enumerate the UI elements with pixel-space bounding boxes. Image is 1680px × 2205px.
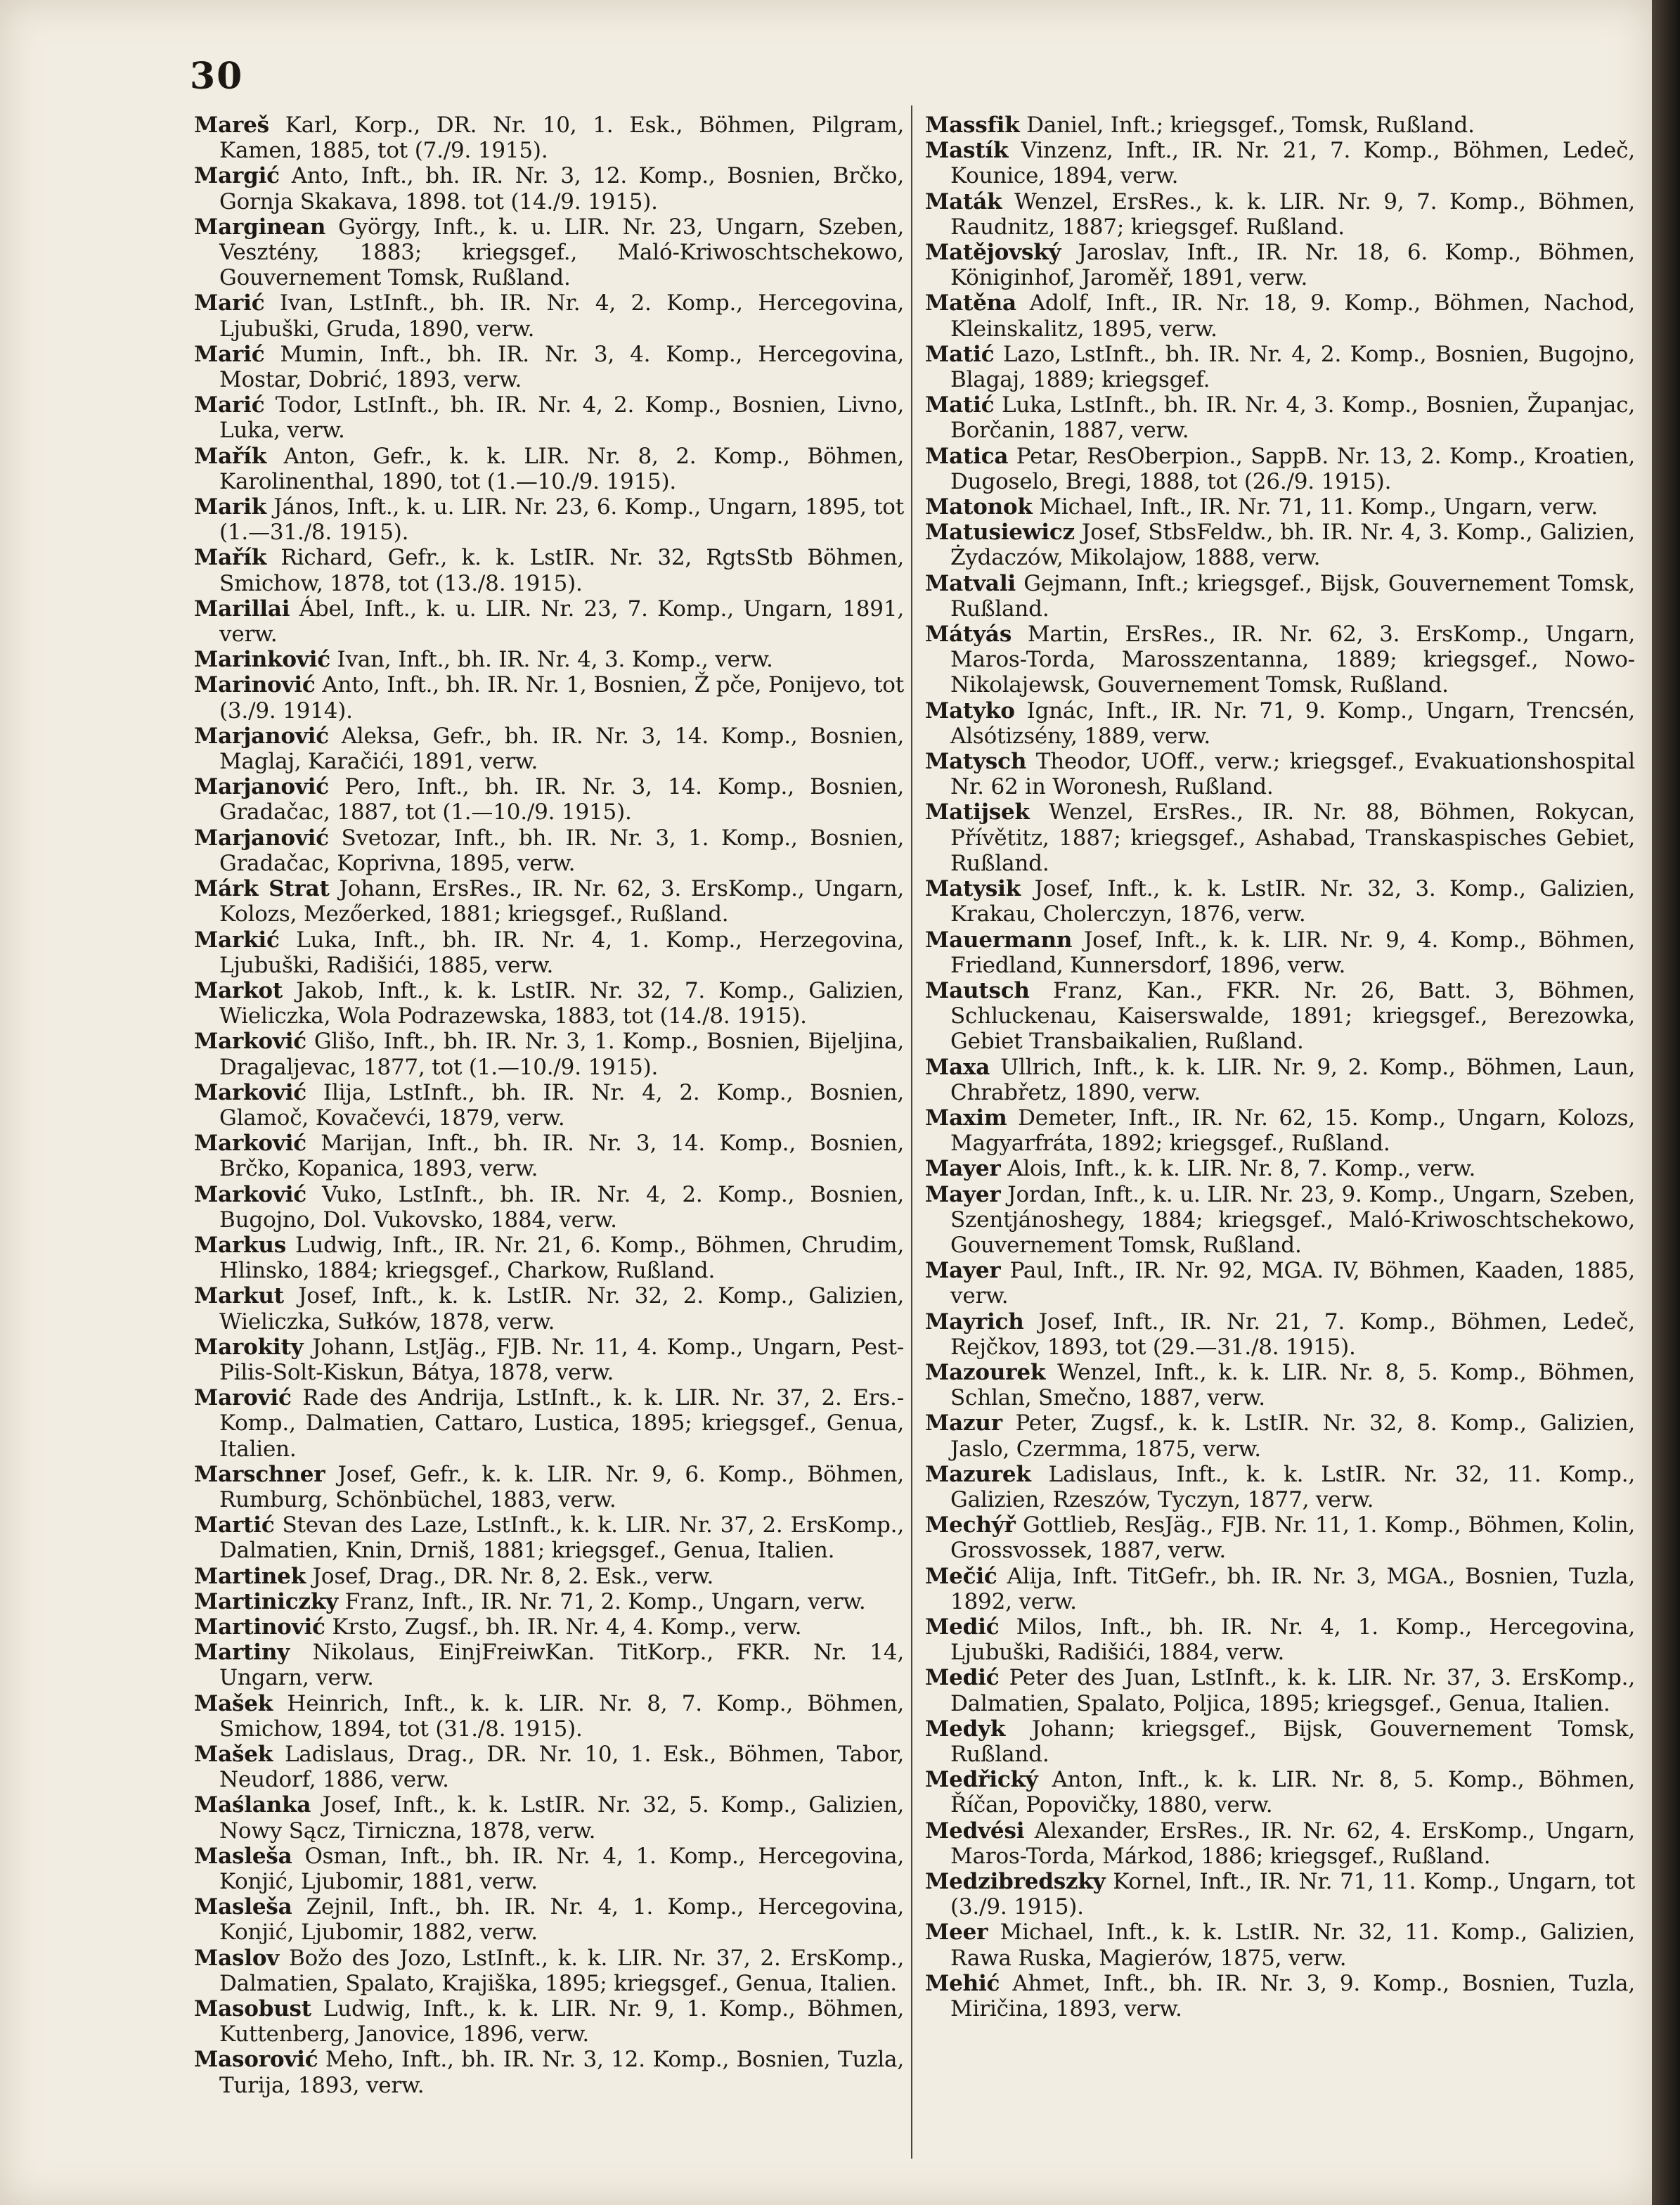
entry-surname: Matusiewicz — [925, 520, 1075, 546]
roll-entry — [925, 978, 1635, 1055]
entry-surname: Marik — [194, 494, 266, 520]
entry-details: János, Inft., k. u. LIR. Nr. 23, 6. Komp., Ungarn, 1895, tot (1.—31./8. 1915). — [219, 494, 904, 546]
entry-surname: Markus — [194, 1232, 287, 1258]
entry-details: Todor, LstInft., bh. IR. Nr. 4, 2. Komp., Bosnien, Livno, Luka, verw. — [219, 392, 904, 444]
entry-surname: Mašek — [194, 1742, 273, 1767]
roll-entry — [194, 1589, 904, 1614]
roll-entry — [194, 1844, 904, 1894]
entry-surname: Marjanović — [194, 723, 329, 749]
entry-surname: Mayer — [925, 1181, 1001, 1207]
roll-entry — [194, 1564, 904, 1589]
entry-details: Osman, Inft., bh. IR. Nr. 4, 1. Komp., Hercegovina, Konjić, Ljubomir, 1881, verw. — [219, 1843, 904, 1895]
entry-details: Franz, Kan., FKR. Nr. 26, Batt. 3, Böhmen, Schluckenau, Kaiserswalde, 1891; kriegsgef., Berezowka, Gebiet Transbaikalien, Rußland. — [950, 977, 1635, 1055]
roll-entry — [925, 749, 1635, 799]
entry-surname: Martinek — [194, 1563, 306, 1589]
entry-details: Lazo, LstInft., bh. IR. Nr. 4, 2. Komp., Bosnien, Bugojno, Blagaj, 1889; kriegsgef. — [950, 341, 1635, 393]
entry-surname: Maslov — [194, 1945, 280, 1971]
roll-entry — [925, 1767, 1635, 1818]
entry-details: Josef, Inft., IR. Nr. 21, 7. Komp., Böhmen, Ledeč, Rejčkov, 1893, tot (29.—31./8. 1915). — [950, 1309, 1635, 1360]
entry-details: Ludwig, Inft., IR. Nr. 21, 6. Komp., Böhmen, Chrudim, Hlinsko, 1884; kriegsgef., Charkow, Rußland. — [219, 1232, 904, 1284]
entry-surname: Mazurek — [925, 1461, 1031, 1487]
entry-surname: Margić — [194, 163, 280, 189]
roll-entry — [925, 1920, 1635, 1970]
entry-surname: Medřický — [925, 1767, 1038, 1793]
roll-entry — [194, 1640, 904, 1690]
roll-entry — [194, 444, 904, 494]
roll-entry — [925, 112, 1635, 138]
entry-details: Mumin, Inft., bh. IR. Nr. 3, 4. Komp., Hercegovina, Mostar, Dobrić, 1893, verw. — [219, 341, 904, 393]
entry-surname: Medvési — [925, 1818, 1025, 1844]
entry-details: Ignác, Inft., IR. Nr. 71, 9. Komp., Ungarn, Trencsén, Alsótizsény, 1889, verw. — [950, 698, 1635, 749]
entry-surname: Marić — [194, 392, 265, 418]
entry-surname: Mazourek — [925, 1359, 1046, 1385]
page-number: 30 — [190, 55, 244, 98]
entry-details: György, Inft., k. u. LIR. Nr. 23, Ungarn, Szeben, Vesztény, 1883; kriegsgef., Maló-Kriwoschtschekowo, Gouvernement Tomsk, Rußland. — [219, 214, 904, 291]
roll-entry — [194, 1894, 904, 1945]
entry-surname: Matijsek — [925, 799, 1030, 825]
entry-details: Rade des Andrija, LstInft., k. k. LIR. Nr. 37, 2. Ers.-Komp., Dalmatien, Cattaro, Lustica, 1895; kriegsgef., Genua, Italien. — [219, 1385, 904, 1462]
entry-surname: Medić — [925, 1665, 1000, 1691]
entry-surname: Matysch — [925, 749, 1027, 775]
entry-surname: Marillai — [194, 596, 290, 622]
roll-entry — [194, 1462, 904, 1512]
roll-entry — [194, 545, 904, 596]
roll-entry — [925, 698, 1635, 749]
entry-surname: Massfik — [925, 112, 1020, 138]
roll-entry — [194, 1996, 904, 2047]
entry-details: Luka, LstInft., bh. IR. Nr. 4, 3. Komp., Bosnien, Županjac, Borčanin, 1887, verw. — [950, 392, 1635, 444]
entry-details: Gejmann, Inft.; kriegsgef., Bijsk, Gouvernement Tomsk, Rußland. — [950, 570, 1635, 622]
entry-details: Milos, Inft., bh. IR. Nr. 4, 1. Komp., Hercegovina, Ljubuški, Radišići, 1884, verw. — [950, 1614, 1635, 1666]
roll-entry — [925, 290, 1635, 341]
roll-entry — [194, 1385, 904, 1462]
entry-details: Josef, Inft., k. k. LstIR. Nr. 32, 5. Komp., Galizien, Nowy Sącz, Tirniczna, 1878, verw. — [219, 1792, 904, 1844]
roll-entry — [925, 1614, 1635, 1665]
roll-entry — [194, 1283, 904, 1334]
roll-entry — [194, 1792, 904, 1843]
roll-entry — [194, 1946, 904, 1996]
entry-surname: Marjanović — [194, 825, 329, 851]
entry-surname: Maslešа — [194, 1894, 292, 1920]
entry-details: Ladislaus, Drag., DR. Nr. 10, 1. Esk., Böhmen, Tabor, Neudorf, 1886, verw. — [219, 1742, 904, 1793]
entry-details: Ullrich, Inft., k. k. LIR. Nr. 9, 2. Komp., Böhmen, Laun, Chrabřetz, 1890, verw. — [950, 1054, 1635, 1105]
roll-entry — [925, 138, 1635, 188]
entry-details: Karl, Korp., DR. Nr. 10, 1. Esk., Böhmen, Pilgram, Kamen, 1885, tot (7./9. 1915). — [219, 112, 904, 164]
entry-surname: Matysik — [925, 876, 1021, 902]
entry-surname: Marković — [194, 1131, 306, 1157]
entry-surname: Matonok — [925, 494, 1033, 520]
entry-details: Anton, Gefr., k. k. LIR. Nr. 8, 2. Komp., Böhmen, Karolinenthal, 1890, tot (1.—10./9. 1915). — [219, 443, 904, 494]
entry-surname: Maxa — [925, 1054, 990, 1080]
entry-details: Adolf, Inft., IR. Nr. 18, 9. Komp., Böhmen, Nachod, Kleinskalitz, 1895, verw. — [950, 290, 1635, 342]
entry-details: Anton, Inft., k. k. LIR. Nr. 8, 5. Komp., Böhmen, Říčan, Popovičky, 1880, verw. — [950, 1767, 1635, 1818]
entry-details: Theodor, UOff., verw.; kriegsgef., Evakuationshospital Nr. 62 in Woronesh, Rußland. — [950, 749, 1635, 800]
entry-details: Glišo, Inft., bh. IR. Nr. 3, 1. Komp., Bosnien, Bijeljina, Dragaljevac, 1877, tot (1.—10./9. 1915). — [219, 1029, 904, 1080]
roll-entry — [925, 342, 1635, 392]
entry-details: Aleksa, Gefr., bh. IR. Nr. 3, 14. Komp., Bosnien, Maglaj, Karačići, 1891, verw. — [219, 723, 904, 775]
roll-entry — [925, 622, 1635, 698]
entry-details: Alija, Inft. TitGefr., bh. IR. Nr. 3, MGA., Bosnien, Tuzla, 1892, verw. — [950, 1563, 1635, 1614]
roll-entry — [925, 520, 1635, 570]
entry-surname: Marković — [194, 1029, 306, 1055]
roll-entry — [925, 1564, 1635, 1614]
entry-details: Zejnil, Inft., bh. IR. Nr. 4, 1. Komp., Hercegovina, Konjić, Ljubomir, 1882, verw. — [219, 1894, 904, 1946]
entry-surname: Martić — [194, 1512, 275, 1538]
roll-entry — [194, 1080, 904, 1131]
entry-surname: Mařík — [194, 443, 266, 469]
roll-entry — [194, 927, 904, 978]
entry-surname: Marković — [194, 1079, 306, 1105]
entry-details: Božo des Jozo, LstInft., k. k. LIR. Nr. 37, 2. ErsKomp., Dalmatien, Spalato, Krajiška, 1895; kriegsgef., Genua, Italien. — [219, 1945, 904, 1996]
entry-surname: Mayer — [925, 1156, 1001, 1182]
entry-surname: Maslešа — [194, 1843, 292, 1869]
roll-entry — [925, 1360, 1635, 1410]
entry-details: Meho, Inft., bh. IR. Nr. 3, 12. Komp., Bosnien, Tuzla, Turija, 1893, verw. — [219, 2047, 904, 2098]
entry-surname: Mauermann — [925, 927, 1073, 953]
roll-entry — [194, 978, 904, 1029]
entry-surname: Mařík — [194, 545, 266, 571]
entry-details: Vuko, LstInft., bh. IR. Nr. 4, 2. Komp., Bosnien, Bugojno, Dol. Vukovsko, 1884, verw. — [219, 1181, 904, 1233]
entry-details: Pero, Inft., bh. IR. Nr. 3, 14. Komp., Bosnien, Gradačac, 1887, tot (1.—10./9. 1915). — [219, 774, 904, 825]
entry-details: Anto, Inft., bh. IR. Nr. 3, 12. Komp., Bosnien, Brčko, Gornja Skakava, 1898. tot (14./9. 1915). — [219, 163, 904, 214]
entry-details: Vinzenz, Inft., IR. Nr. 21, 7. Komp., Böhmen, Ledeč, Kounice, 1894, verw. — [950, 138, 1635, 189]
roll-entry — [925, 927, 1635, 978]
entry-surname: Martiniczky — [194, 1588, 338, 1614]
roll-entry — [925, 1462, 1635, 1512]
roll-entry — [194, 774, 904, 825]
entry-surname: Markot — [194, 977, 283, 1003]
entry-surname: Maślanka — [194, 1792, 311, 1818]
entry-surname: Matyko — [925, 698, 1015, 724]
entry-details: Ilija, LstInft., bh. IR. Nr. 4, 2. Komp., Bosnien, Glamoč, Kovačevći, 1879, verw. — [219, 1079, 904, 1131]
roll-entry — [194, 290, 904, 341]
entry-surname: Matvali — [925, 570, 1016, 596]
entry-details: Demeter, Inft., IR. Nr. 62, 15. Komp., Ungarn, Kolozs, Magyarfráta, 1892; kriegsgef., Rußland. — [950, 1105, 1635, 1157]
roll-entry — [194, 647, 904, 672]
entry-surname: Matica — [925, 443, 1009, 469]
roll-entry — [925, 444, 1635, 494]
entry-details: Richard, Gefr., k. k. LstIR. Nr. 32, RgtsStb Böhmen, Smichow, 1878, tot (13./8. 1915). — [219, 545, 904, 596]
entry-surname: Mechýř — [925, 1512, 1016, 1538]
entry-surname: Medyk — [925, 1716, 1006, 1742]
roll-entry — [194, 392, 904, 443]
entry-details: Jakob, Inft., k. k. LstIR. Nr. 32, 7. Komp., Galizien, Wieliczka, Wola Podrazewska, 1883, tot (14./8. 1915). — [219, 977, 904, 1029]
entry-surname: Mareš — [194, 112, 269, 138]
roll-entry — [925, 392, 1635, 443]
roll-entry — [194, 214, 904, 291]
entry-details: Michael, Inft., IR. Nr. 71, 11. Komp., Ungarn, verw. — [1032, 494, 1598, 520]
entry-surname: Matić — [925, 341, 995, 367]
roll-entry — [194, 1233, 904, 1283]
roll-entry — [194, 596, 904, 647]
entry-details: Heinrich, Inft., k. k. LIR. Nr. 8, 7. Komp., Böhmen, Smichow, 1894, tot (31./8. 1915). — [219, 1690, 904, 1742]
roll-entry — [194, 672, 904, 723]
column-divider — [911, 105, 912, 2159]
entry-details: Nikolaus, EinjFreiwKan. TitKorp., FKR. Nr. 14, Ungarn, verw. — [219, 1640, 904, 1691]
roll-entry — [194, 1029, 904, 1079]
entry-details: Johann, ErsRes., IR. Nr. 62, 3. ErsKomp., Ungarn, Kolozs, Mezőerked, 1881; kriegsgef., Rußland. — [219, 876, 904, 927]
roll-entry — [194, 342, 904, 392]
entry-surname: Martiny — [194, 1640, 290, 1666]
entry-surname: Marschner — [194, 1461, 325, 1487]
entry-surname: Mečić — [925, 1563, 997, 1589]
entry-details: Ivan, LstInft., bh. IR. Nr. 4, 2. Komp., Hercegovina, Ljubuški, Gruda, 1890, verw. — [219, 290, 904, 342]
entry-details: Krsto, Zugsf., bh. IR. Nr. 4, 4. Komp., verw. — [325, 1614, 802, 1640]
entry-details: Ahmet, Inft., bh. IR. Nr. 3, 9. Komp., Bosnien, Tuzla, Miričina, 1893, verw. — [950, 1970, 1635, 2022]
roll-entry — [925, 1410, 1635, 1461]
entry-surname: Markut — [194, 1283, 284, 1309]
entry-surname: Marjanović — [194, 774, 329, 800]
roll-entry — [925, 1309, 1635, 1360]
entry-details: Peter des Juan, LstInft., k. k. LIR. Nr. 37, 3. ErsKomp., Dalmatien, Spalato, Poljica, 1895; kriegsgef., Genua, Italien. — [950, 1665, 1635, 1716]
roll-entry — [925, 1665, 1635, 1716]
roll-entry — [925, 1105, 1635, 1156]
roll-entry — [194, 1512, 904, 1563]
roll-entry — [925, 1156, 1635, 1181]
entry-surname: Marokity — [194, 1334, 304, 1360]
entry-details: Anto, Inft., bh. IR. Nr. 1, Bosnien, Ž pče, Ponijevo, tot (3./9. 1914). — [219, 672, 904, 724]
entry-surname: Marginean — [194, 214, 326, 240]
entry-details: Petar, ResOberpion., SappB. Nr. 13, 2. Komp., Kroatien, Dugoselo, Bregi, 1888, tot (26./9. 1915). — [950, 443, 1635, 494]
entry-surname: Marinković — [194, 647, 330, 673]
entry-surname: Maxim — [925, 1105, 1007, 1131]
roll-entry — [194, 163, 904, 214]
roll-entry — [194, 825, 904, 876]
roll-entry — [925, 1818, 1635, 1869]
entry-details: Wenzel, Inft., k. k. LIR. Nr. 8, 5. Komp., Böhmen, Schlan, Smečno, 1887, verw. — [950, 1359, 1635, 1411]
entry-surname: Mazur — [925, 1410, 1002, 1436]
entry-surname: Marić — [194, 341, 265, 367]
entry-details: Josef, Gefr., k. k. LIR. Nr. 9, 6. Komp., Böhmen, Rumburg, Schönbüchel, 1883, verw. — [219, 1461, 904, 1512]
roll-entry — [925, 876, 1635, 927]
entry-surname: Marović — [194, 1385, 292, 1411]
entry-surname: Mayer — [925, 1258, 1001, 1284]
entry-surname: Mayrich — [925, 1309, 1024, 1335]
entry-details: Johann, LstJäg., FJB. Nr. 11, 4. Komp., Ungarn, Pest-Pilis-Solt-Kiskun, Bátya, 1878, verw. — [219, 1334, 904, 1385]
entry-details: Luka, Inft., bh. IR. Nr. 4, 1. Komp., Herzegovina, Ljubuški, Radišići, 1885, verw. — [219, 927, 904, 978]
entry-details: Stevan des Laze, LstInft., k. k. LIR. Nr. 37, 2. ErsKomp., Dalmatien, Knin, Drniš, 1881; kriegsgef., Genua, Italien. — [219, 1512, 904, 1564]
entry-details: Josef, Inft., k. k. LstIR. Nr. 32, 3. Komp., Galizien, Krakau, Cholerczyn, 1876, verw. — [950, 876, 1635, 927]
entry-details: Josef, Drag., DR. Nr. 8, 2. Esk., verw. — [305, 1563, 714, 1589]
entry-details: Ladislaus, Inft., k. k. LstIR. Nr. 32, 11. Komp., Galizien, Rzeszów, Tyczyn, 1877, verw. — [950, 1461, 1635, 1512]
roll-entry — [925, 1716, 1635, 1767]
roll-entry — [925, 494, 1635, 520]
entry-surname: Mehić — [925, 1970, 1000, 1996]
roll-entry — [925, 571, 1635, 622]
entry-details: Jordan, Inft., k. u. LIR. Nr. 23, 9. Komp., Ungarn, Szeben, Szentjánoshegy, 1884; kriegsgef., Maló-Kriwoschtschekowo, Gouvernement Tomsk, Rußland. — [950, 1181, 1635, 1258]
entry-details: Peter, Zugsf., k. k. LstIR. Nr. 32, 8. Komp., Galizien, Jaslo, Czermma, 1875, verw. — [950, 1410, 1635, 1462]
entry-surname: Marić — [194, 290, 265, 316]
roll-entry — [194, 1131, 904, 1181]
entry-details: Franz, Inft., IR. Nr. 71, 2. Komp., Ungarn, verw. — [337, 1588, 866, 1614]
roll-entry — [925, 1182, 1635, 1259]
entry-surname: Marinović — [194, 672, 316, 698]
entry-details: Alexander, ErsRes., IR. Nr. 62, 4. ErsKomp., Ungarn, Maros-Torda, Márkod, 1886; kriegsgef., Rußland. — [950, 1818, 1635, 1869]
roll-entry — [925, 240, 1635, 290]
entry-surname: Medić — [925, 1614, 1000, 1640]
entry-details: Josef, Inft., k. k. LstIR. Nr. 32, 2. Komp., Galizien, Wieliczka, Sułków, 1878, verw. — [219, 1283, 904, 1335]
roll-entry — [194, 1182, 904, 1233]
entry-surname: Masobust — [194, 1996, 311, 2022]
entry-details: Kornel, Inft., IR. Nr. 71, 11. Komp., Ungarn, tot (3./9. 1915). — [950, 1869, 1635, 1920]
roll-entry — [925, 1869, 1635, 1920]
roll-entry — [925, 1971, 1635, 2021]
left-column — [194, 112, 904, 2098]
entry-details: Paul, Inft., IR. Nr. 92, MGA. IV, Böhmen, Kaaden, 1885, verw. — [950, 1258, 1635, 1309]
entry-details: Gottlieb, ResJäg., FJB. Nr. 11, 1. Komp., Böhmen, Kolin, Grossvossek, 1887, verw. — [950, 1512, 1635, 1564]
roll-entry — [194, 494, 904, 545]
entry-surname: Marković — [194, 1181, 306, 1207]
entry-details: Johann; kriegsgef., Bijsk, Gouvernement Tomsk, Rußland. — [950, 1716, 1635, 1767]
page-edge-shadow — [1652, 0, 1680, 2205]
entry-details: Ludwig, Inft., k. k. LIR. Nr. 9, 1. Komp., Böhmen, Kuttenberg, Janovice, 1896, verw. — [219, 1996, 904, 2048]
right-column — [925, 112, 1635, 2021]
roll-entry — [194, 1742, 904, 1792]
roll-entry — [194, 724, 904, 774]
roll-entry — [925, 1055, 1635, 1105]
entry-surname: Medzibredszky — [925, 1869, 1106, 1895]
entry-surname: Matěna — [925, 290, 1016, 316]
entry-details: Ábel, Inft., k. u. LIR. Nr. 23, 7. Komp., Ungarn, 1891, verw. — [219, 596, 904, 648]
entry-details: Svetozar, Inft., bh. IR. Nr. 3, 1. Komp., Bosnien, Gradačac, Koprivna, 1895, verw. — [219, 825, 904, 876]
roll-entry — [925, 1512, 1635, 1563]
roll-entry — [925, 799, 1635, 876]
roll-entry — [194, 1691, 904, 1742]
roll-entry — [925, 1258, 1635, 1309]
entry-details: Daniel, Inft.; kriegsgef., Tomsk, Rußland. — [1019, 112, 1475, 138]
entry-details: Marijan, Inft., bh. IR. Nr. 3, 14. Komp., Bosnien, Brčko, Kopanica, 1893, verw. — [219, 1131, 904, 1182]
entry-surname: Matějovský — [925, 240, 1061, 266]
entry-surname: Meer — [925, 1920, 988, 1946]
entry-surname: Martinović — [194, 1614, 325, 1640]
roll-entry — [194, 1614, 904, 1640]
entry-surname: Masorović — [194, 2047, 318, 2073]
entry-surname: Mátyás — [925, 622, 1012, 648]
entry-surname: Matić — [925, 392, 995, 418]
entry-details: Michael, Inft., k. k. LstIR. Nr. 32, 11. Komp., Galizien, Rawa Ruska, Magierów, 1875, verw. — [950, 1920, 1635, 1971]
entry-details: Wenzel, ErsRes., IR. Nr. 88, Böhmen, Rokycan, Přívětitz, 1887; kriegsgef., Ashabad, Transkaspisches Gebiet, Rußland. — [950, 799, 1635, 876]
entry-surname: Maták — [925, 188, 1002, 214]
entry-details: Alois, Inft., k. k. LIR. Nr. 8, 7. Komp., verw. — [1000, 1156, 1476, 1182]
entry-details: Wenzel, ErsRes., k. k. LIR. Nr. 9, 7. Komp., Böhmen, Raudnitz, 1887; kriegsgef. Rußland. — [950, 188, 1635, 240]
entry-details: Martin, ErsRes., IR. Nr. 62, 3. ErsKomp., Ungarn, Maros-Torda, Marosszentanna, 1889; kriegsgef., Nowo-Nikolajewsk, Gouvernement Tomsk, Rußland. — [950, 622, 1635, 698]
entry-details: Ivan, Inft., bh. IR. Nr. 4, 3. Komp., verw. — [330, 647, 773, 673]
roll-entry — [194, 2047, 904, 2097]
entry-details: Josef, Inft., k. k. LIR. Nr. 9, 4. Komp., Böhmen, Friedland, Kunnersdorf, 1896, verw. — [950, 927, 1635, 978]
roll-entry — [194, 876, 904, 927]
entry-surname: Mastík — [925, 138, 1009, 164]
entry-surname: Markić — [194, 927, 280, 953]
roll-entry — [194, 1335, 904, 1385]
entry-details: Josef, StbsFeldw., bh. IR. Nr. 4, 3. Komp., Galizien, Żydaczów, Mikolajow, 1888, verw. — [950, 520, 1635, 571]
entry-surname: Mašek — [194, 1690, 273, 1716]
entry-details: Jaroslav, Inft., IR. Nr. 18, 6. Komp., Böhmen, Königinhof, Jaroměř, 1891, verw. — [950, 240, 1635, 291]
roll-entry — [925, 189, 1635, 240]
roll-entry — [194, 112, 904, 163]
entry-surname: Márk Strat — [194, 876, 330, 902]
entry-surname: Mautsch — [925, 977, 1030, 1003]
